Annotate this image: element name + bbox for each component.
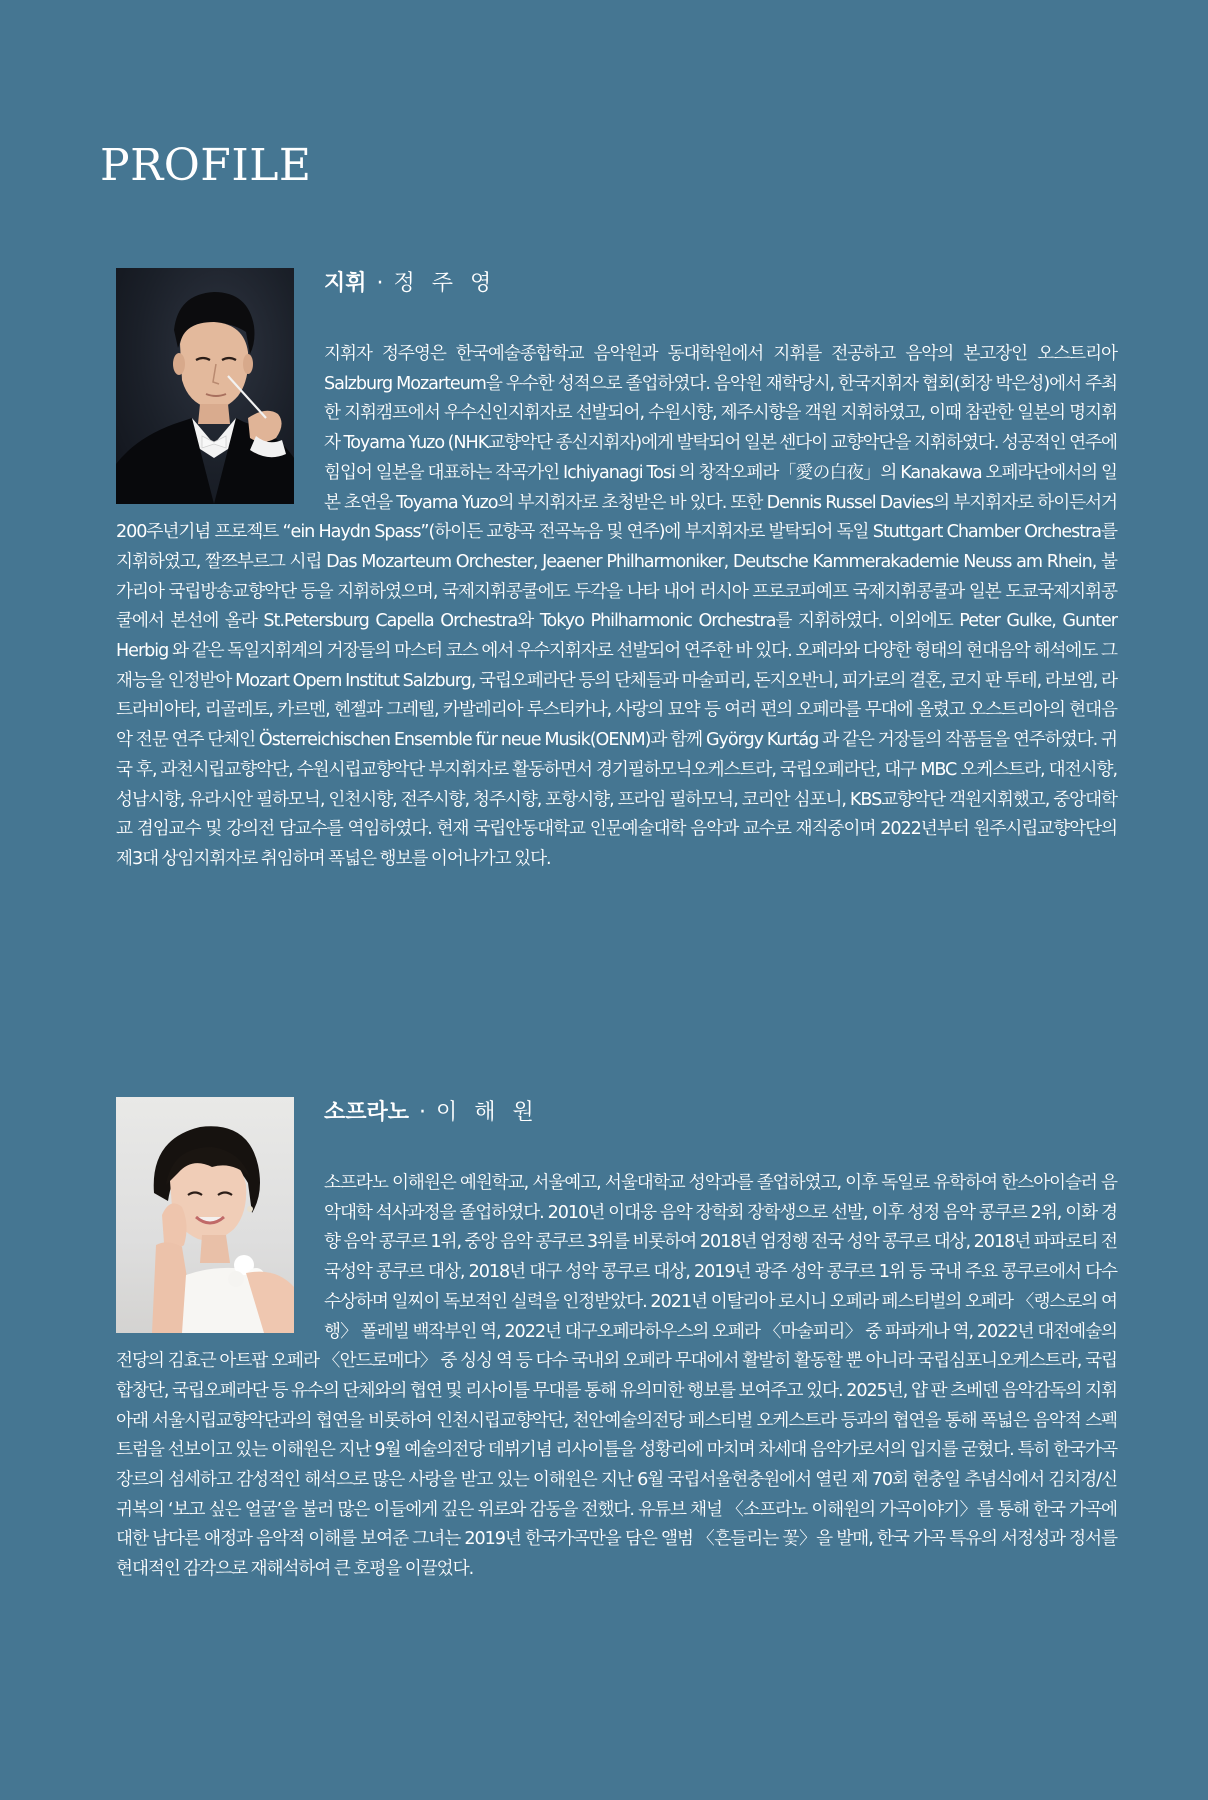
soprano-name: 이 해 원 (436, 1100, 539, 1125)
conductor-role: 지휘 (324, 271, 367, 296)
conductor-name: 정 주 영 (393, 271, 497, 296)
conductor-photo (116, 268, 294, 504)
conductor-bio: 지휘자 정주영은 한국예술종합학교 음악원과 동대학원에서 지휘를 전공하고 음악의 본고장인 오스트리아 Salzburg Mozarteum을 우수한 성적으로 졸업하였다. 음악원 재학당시, 한국지휘자 협회(회장 박은성)에서 주최한 지휘캠프에서 우수신인지휘자로 선발되어, 수원시향, 제주시향을 객원 지휘하였고, 이때 참관한 일본의 명지휘자 Toyama Yuzo (NHK교향악단 종신지휘자)에게 발탁되어 일본 센다이 교향악단을 지휘하였다. 성공적인 연주에 힘입어 일본을 대표하는 작곡가인 Ichiyanagi Tosi 의 창작오페라「愛の白夜」의 Kanakawa 오페라단에서의 일본 초연을 Toyama Yuzo의 부지휘자로 초청받은 바 있다. 또한 Dennis Russel Davies의 부지휘자로 하이든서거 200주년기념 프로젝트 “ein Haydn Spass”(하이든 교향곡 전곡녹음 및 연주)에 부지휘자로 발탁되어 독일 Stuttgart Chamber Orchestra를 지휘하였고, 짤쯔부르그 시립 Das Mozarteum Orchester, Jeaener Philharmoniker, Deutsche Kammerakademie Neuss am Rhein, 불가리아 국립방송교향악단 등을 지휘하였으며, 국제지휘콩쿨에도 두각을 나타 내어 러시아 프로코피예프 국제지휘콩쿨과 일본 도쿄국제지휘콩쿨에서 본선에 올라 St.Petersburg Capella Orchestra와 Tokyo Philharmonic Orchestra를 지휘하였다. 이외에도 Peter Gulke, Gunter Herbig 와 같은 독일지휘계의 거장들의 마스터 코스 에서 우수지휘자로 선발되어 연주한 바 있다. 오페라와 다양한 형태의 현대음악 해석에도 그 재능을 인정받아 Mozart Opern Institut Salzburg, 국립오페라단 등의 단체들과 마술피리, 돈지오반니, 피가로의 결혼, 코지 판 투테, 라보엠, 라트라비아타, 리골레토, 카르멘, 헨젤과 그레텔, 카발레리아 루스티카나, 사랑의 묘약 등 여러 편의 오페라를 무대에 올렸고 오스트리아의 현대음악 전문 연주 단체인 Österreichischen Ensemble für neue Musik(OENM)과 함께 György Kurtág 과 같은 거장들의 작품들을 연주하였다. 귀국 후, 과천시립교향악단, 수원시립교향악단 부지휘자로 활동하면서 경기필하모닉오케스트라, 국립오페라단, 대구 MBC 오케스트라, 대전시향, 성남시향, 유라시안 필하모닉, 인천시향, 전주시향, 청주시향, 포항시향, 프라임 필하모닉, 코리안 심포니, KBS교향악단 객원지휘했고, 중앙대학교 겸임교수 및 강의전 담교수를 역임하였다. 현재 국립안동대학교 인문예술대학 음악과 교수로 재직중이며 2022년부터 원주시립교향악단의 제3대 상임지휘자로 취임하며 폭넓은 행보를 이어나가고 있다. (116, 344, 1117, 869)
heading-separator: · (419, 1100, 427, 1125)
soprano-role: 소프라노 (324, 1100, 410, 1125)
soprano-portrait-illustration (116, 1097, 294, 1333)
soprano-profile (116, 1097, 1117, 1585)
page-title: PROFILE (100, 140, 312, 191)
heading-separator: · (376, 271, 384, 296)
soprano-bio: 소프라노 이해원은 예원학교, 서울예고, 서울대학교 성악과를 졸업하였고, 이후 독일로 유학하여 한스아이슬러 음악대학 석사과정을 졸업하였다. 2010년 이대웅 음악 장학회 장학생으로 선발, 이후 성정 음악 콩쿠르 2위, 이화 경향 음악 콩쿠르 1위, 중앙 음악 콩쿠르 3위를 비롯하여 2018년 엄정행 전국 성악 콩쿠르 대상, 2018년 파파로티 전국성악 콩쿠르 대상, 2018년 대구 성악 콩쿠르 대상, 2019년 광주 성악 콩쿠르 1위 등 국내 주요 콩쿠르에서 다수 수상하며 일찌이 독보적인 실력을 인정받았다. 2021년 이탈리아 로시니 오페라 페스티벌의 오페라 〈랭스로의 여행〉 폴레빌 백작부인 역, 2022년 대구오페라하우스의 오페라 〈마술피리〉 중 파파게나 역, 2022년 대전예술의전당의 김효근 아트팝 오페라 〈안드로메다〉 중 싱싱 역 등 다수 국내외 오페라 무대에서 활발히 활동할 뿐 아니라 국립심포니오케스트라, 국립합창단, 국립오페라단 등 유수의 단체와의 협연 및 리사이틀 무대를 통해 유의미한 행보를 보여주고 있다. 2025년, 얍 판 츠베덴 음악감독의 지휘 아래 서울시립교향악단과의 협연을 비롯하여 인천시립교향악단, 천안예술의전당 페스티벌 오케스트라 등과의 협연을 통해 폭넓은 음악적 스펙트럼을 선보이고 있는 이해원은 지난 9월 예술의전당 데뷔기념 리사이틀을 성황리에 마치며 차세대 음악가로서의 입지를 굳혔다. 특히 한국가곡 장르의 섬세하고 감성적인 해석으로 많은 사랑을 받고 있는 이해원은 지난 6월 국립서울현충원에서 열린 제 70회 현충일 추념식에서 김치경/신귀복의 ‘보고 싶은 얼굴’을 불러 많은 이들에게 깊은 위로와 감동을 전했다. 유튜브 채널 〈소프라노 이해원의 가곡이야기〉를 통해 한국 가곡에 대한 남다른 애정과 음악적 이해를 보여준 그녀는 2019년 한국가곡만을 담은 앨범 〈흔들리는 꽃〉을 발매, 한국 가곡 특유의 서정성과 정서를 현대적인 감각으로 재해석하여 큰 호평을 이끌었다. (116, 1173, 1117, 1580)
soprano-photo (116, 1097, 294, 1333)
conductor-profile (116, 268, 1117, 875)
conductor-portrait-illustration (116, 268, 294, 504)
